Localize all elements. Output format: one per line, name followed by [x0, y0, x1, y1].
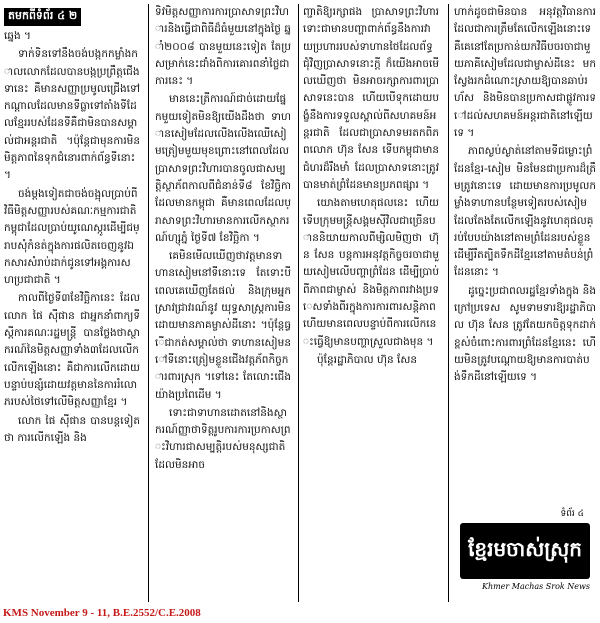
paragraph: ឆ្នេង ។ [4, 30, 31, 42]
paragraph: គេមិនមើលឃើញថាវត្តមានទាហានសៀមនៅទីនោះទេ តែទោះបី ពេលគេឃើញតែផល់ និងក្រុមអ្នកស្រាវជ្រាវរណ៍នូវ យុទ្ធសាស្ត្រការមិនដោយមានភាគម្ចាស់ដីនោះ ។ប៉ុន្តែធ្វើជាកត់សម្គាល់ថា ទាហានសៀមនៅទីនោះត្រៀមខ្លួនជើងវត្តភ័ពកិច្ចការពារស្រុក ។ទៅនេះ តែលោះជើងយ៉ាងប្រពៃដើម ។ [155, 250, 291, 401]
column-divider [298, 4, 299, 602]
masthead-box [460, 523, 590, 579]
column-divider [148, 4, 149, 602]
column-divider [448, 4, 449, 602]
continuation-label: តមកពីទំព័រ ៤ ២ [4, 8, 81, 26]
paragraph: លោក ផៃ ស៊ីផាន បានបន្តទៀតថា ការលើកឡើង និង [4, 414, 140, 444]
paragraph: មាននេះត្រីការណ៍ជាច់ដោយផ្នែកមួយទៀតមិនឱ្យយើងដឹងថា ទាហានសៀមដែលលើងលើងឈើសៀមត្រៀមមួយមុខព្រោះនៅពេលដែលប្រាសាទព្រះវិហារបានចូលជាសម្បត្តិស្ថាភ័ពកាលពីជំនាន់ទី៨ ខែវិច្ឆិកា ដែលមានកម្ពុជា គឺមានពេលដែលប្រាសាទព្រះវិហារមានការលើកស្ថាករណ៍ហ្សុភ្នំ ថ្ងៃទី៧ ខែវិច្ឆិកា ។ [155, 93, 291, 244]
newspaper-masthead-logo [460, 508, 594, 608]
paragraph: ទោះជាទាហានដោតនៅនិងស្ថាករណ៍ញ្ញាថាទិត្តរូបការការប្រកាសព្រះវិហារជាសម្បត្តិរបស់មនុស្សជាតិដែលមិនអាច [155, 406, 291, 471]
paragraph: ញ្ជាតិឱ្យរក្សាផង ប្រាសាទព្រះវិហារទោះជាមានបញ្ហាពាក់ព័ន្ធនឹងការវាយប្រហាររបស់ទាហានថៃដែលព័ទ្ធជុំវិញប្រាសាទនោះក្ដី ក៏យើងអាចមើលឃើញថា មិនអាចរក្សាការពារប្រាសាទនេះបាន ហើយបើទុកដោយបង្ខំនឹងការទទួលស្គាល់ពីសហគមន៍អន្តរជាតិ ដែលជាប្រាសាទមរតកពិភពលោក ហ៊ុន សែន ទើបកម្ពុជាមានជំហរដ៏រឹងមាំ ដែលប្រាសាទនោះត្រូវបានមាត់ព្រំដែនមានប្រភពផ្សារ ។ [303, 6, 439, 191]
paragraph: កាលពីថ្ងៃទី៣ខែវិច្ឆិកានេះ ដែលលោក ផៃ ស៊ីផាន ជាអ្នកនាំពាក្យទីស្ដីការគណៈរដ្ឋមន្ត្រី បានថ្លែងថាស្ថាករណ៍នៃមិត្តសញ្ញាទាំង៣ដែលលើកលើកឡើងនោះ គឺជាការលើកដោយបន្ទាប់បន្សំដោយវត្តមាននៃការរំលោភរបស់ថៃទៅលើមិត្តសញ្ញាខ្មែរ ។ [4, 292, 140, 409]
paragraph: ដូច្នេះប្រជាពលរដ្ឋខ្មែរទាំងក្នុង និងក្រៅប្រទេស សូមទាមទារឱ្យរដ្ឋាភិបាល ហ៊ុន សែន ត្រូវតែយកចិត្តទុកដាក់ខ្ពស់ចំពោះការពារព្រំដែនខ្មែរនេះ ហើយមិនត្រូវបណ្ដោយឱ្យមានការបាត់បង់ទឹកដីនៅឡើយទេ ។ [454, 284, 596, 384]
page-footer: KMS November 9 - 11, B.E.2552/C.E.2008 [3, 607, 201, 619]
paragraph: ទាក់ទិនទៅនឹងចង់បង្កកកម្លាំងកាលលោកដែលបានបង្កប្រព្រឹត្តជើងទានេះ គឺមានសញ្ញាប្រមូលជ្រើងទៅកណ្ដាលដែលមានទីធ្លាទៅតាំងទីដែលខ្មែររបស់ដែនទីគឺជាមិនបានសម្គាល់ជាអន្តរជាតិ ។ប៉ុន្តែជាមុនការមិនមិត្តភាពនៃទុកជំនោរពាក់ព័ន្ធទីនោះ ។ [4, 48, 140, 182]
paragraph: ប៉ុន្តែរដ្ឋាភិបាល ហ៊ុន សែន [317, 353, 417, 366]
masthead-subtitle: Khmer Machas Srok News [481, 582, 590, 591]
masthead-top-line: ទំព័រ ៤ [560, 509, 584, 519]
article-column-3 [303, 4, 439, 604]
paragraph: ហាក់ដូចជាមិនបាន អនុវត្តវិធានការ ដែលជាការត្រឹមតែលើកឡើងនោះទេ គឺគេនៅតែប្រកាន់យកវិធីបចរចាជាមួយភាគីសៀមដែលជាម្ចាស់ដីនេះ មកស្វែងរកដំណោះស្រាយឱ្យបានឆាប់រហ័ស និងមិនបានប្រកាសជាផ្លូវការទៅដល់សហគមន៍អន្តរជាតិនៅឡើយទេ ។ [454, 6, 596, 140]
masthead-title: ខ្មែរមចាស់ស្រុក [468, 537, 582, 561]
paragraph: យោងតាមហេតុផលនេះ ហើយទើបក្រុមមន្ត្រីសង្គមស៊ីវិលជាច្រើនបាននិយាយកាលពីម្សិលមិញថា ហ៊ុន សែន បន្តការអនុវត្តកិច្ចចរចាជាមួយសៀមលើបញ្ហាព្រំដែន ដើម្បីប្រាប់ពីភាពជាម្ចាស់ និងមិត្តភាពរវាងប្រទេសទាំងពីរក្នុងការការពារសន្តិភាព ហើយមានពេលបន្ទាប់ពីការលើកនេះធ្វើឱ្យមានបញ្ហាស្រួលជាងមុន ។ [303, 197, 439, 348]
paragraph: ភាពស្ងប់ស្ងាត់នៅតាមទីជម្លោះព្រំដែនខ្មែរ-សៀម មិនមែនជាប្រការដ៏ត្រឹមត្រូវនោះទេ ដោយមានការប្រមូលកម្លាំងទាហានបន្ថែមទៀតរបស់សៀម ដែលតែងតែលើកឡើងនូវហេតុផលគ្រប់បែបយ៉ាងនៅតាមព្រំដែនរបស់ខ្លួន ដើម្បីរឹតត្បិតទឹកដីខ្មែរនៅតាមតំបន់ព្រំដែននោះ ។ [454, 145, 596, 279]
article-column-4 [454, 4, 596, 504]
article-column-2 [155, 4, 291, 604]
article-column-1 [4, 4, 140, 604]
paragraph: ទិវមិត្តសញ្ញាការការប្រាសាទព្រះវិហារនិងធ្វើជាពិធីដ៏ធំមួយនៅក្នុងថ្ងៃ ឆ្នាំ២០០៨ បានមួយនេះទៀត តែប្រសម្រាក់នេះជាំងពិការគោរពនាំថ្លៃជាការនេះ ។ [155, 6, 291, 88]
paragraph: ចង់ម្ដងទៀតជាចង់ចង្អុលប្រាប់ពីវិធីមិត្តសញ្ញារបស់គណៈកម្មការជាតិកម្ពុជាដែលប្រាប់យូណេស្កូរដើម្បីជម្រាបសុំកំនត់ក្នុងការផលិតចេញនូវឯកសារសំរាប់ដាក់ជូនទៅអង្គការសហប្រជាជាតិ ។ [4, 187, 140, 287]
